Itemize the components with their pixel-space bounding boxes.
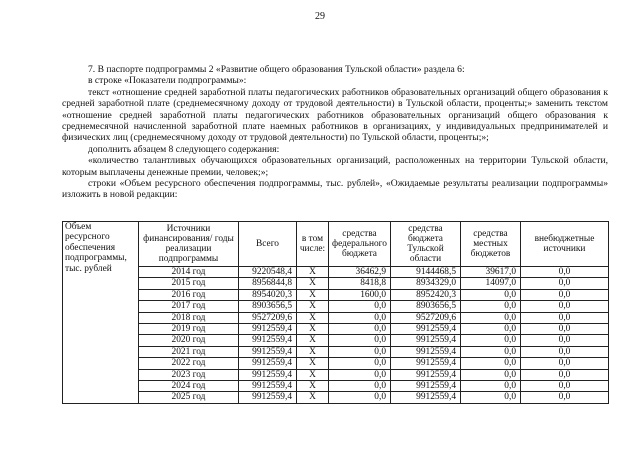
paragraph-new-edition: строки «Объем ресурсного обеспечения подпрограммы, тыс. рублей», «Ожидаемые результаты реализации подпрограммы» изложить в новой редакции:: [62, 178, 608, 201]
year-cell: 2014 год: [139, 267, 239, 278]
year-cell: 2018 год: [139, 312, 239, 323]
total-cell: 9912559,4: [239, 380, 297, 391]
regional-cell: 9912559,4: [391, 346, 461, 357]
header-offbudget: внебюджетные источники: [521, 222, 609, 267]
header-incl: в том числе:: [297, 222, 329, 267]
incl-cell: X: [297, 392, 329, 403]
year-cell: 2015 год: [139, 278, 239, 289]
header-federal: средства федерального бюджета: [329, 222, 391, 267]
regional-cell: 9912559,4: [391, 323, 461, 334]
federal-cell: 0,0: [329, 392, 391, 403]
table-row: [63, 278, 609, 289]
local-cell: 0,0: [461, 358, 521, 369]
local-cell: 39617,0: [461, 267, 521, 278]
total-cell: 8956844,8: [239, 278, 297, 289]
federal-cell: 0,0: [329, 369, 391, 380]
offbudget-cell: 0,0: [521, 312, 609, 323]
local-cell: 0,0: [461, 301, 521, 312]
regional-cell: 9912559,4: [391, 335, 461, 346]
regional-cell: 9912559,4: [391, 369, 461, 380]
federal-cell: 0,0: [329, 301, 391, 312]
total-cell: 9527209,6: [239, 312, 297, 323]
resource-volume-cell: Объем ресурсного обеспечения подпрограммы, тыс. рублей: [63, 222, 139, 404]
incl-cell: X: [297, 358, 329, 369]
year-cell: 2025 год: [139, 392, 239, 403]
regional-cell: 9912559,4: [391, 380, 461, 391]
header-regional: средства бюджета Тульской области: [391, 222, 461, 267]
year-cell: 2019 год: [139, 323, 239, 334]
local-cell: 0,0: [461, 392, 521, 403]
offbudget-cell: 0,0: [521, 289, 609, 300]
incl-cell: X: [297, 380, 329, 391]
table-row: [63, 323, 609, 334]
total-cell: 9912559,4: [239, 369, 297, 380]
incl-cell: X: [297, 267, 329, 278]
year-cell: 2017 год: [139, 301, 239, 312]
table-row: [63, 346, 609, 357]
year-cell: 2024 год: [139, 380, 239, 391]
offbudget-cell: 0,0: [521, 267, 609, 278]
header-local: средства местных бюджетов: [461, 222, 521, 267]
regional-cell: 9144468,5: [391, 267, 461, 278]
table-row: [63, 380, 609, 391]
year-cell: 2023 год: [139, 369, 239, 380]
funding-table: [62, 221, 609, 404]
local-cell: 0,0: [461, 289, 521, 300]
total-cell: 9912559,4: [239, 323, 297, 334]
header-source: Источники финансирования/ годы реализации подпрограммы: [139, 222, 239, 267]
offbudget-cell: 0,0: [521, 380, 609, 391]
offbudget-cell: 0,0: [521, 323, 609, 334]
paragraph-new-item-text: «количество талантливых обучающихся образовательных организаций, расположенных на территории Тульской области, которым выплачены денежные премии, человек;»;: [62, 155, 608, 178]
local-cell: 0,0: [461, 323, 521, 334]
offbudget-cell: 0,0: [521, 358, 609, 369]
year-cell: 2021 год: [139, 346, 239, 357]
total-cell: 9912559,4: [239, 358, 297, 369]
table-row: [63, 335, 609, 346]
table-row: [63, 369, 609, 380]
table-row: [63, 312, 609, 323]
incl-cell: X: [297, 278, 329, 289]
table-row: [63, 289, 609, 300]
total-cell: 9912559,4: [239, 392, 297, 403]
incl-cell: X: [297, 312, 329, 323]
table-row: [63, 267, 609, 278]
federal-cell: 0,0: [329, 380, 391, 391]
incl-cell: X: [297, 301, 329, 312]
offbudget-cell: 0,0: [521, 346, 609, 357]
federal-cell: 36462,9: [329, 267, 391, 278]
local-cell: 0,0: [461, 346, 521, 357]
regional-cell: 9527209,6: [391, 312, 461, 323]
regional-cell: 8903656,5: [391, 301, 461, 312]
paragraph-add-item: дополнить абзацем 8 следующего содержания:: [88, 143, 280, 155]
federal-cell: 0,0: [329, 323, 391, 334]
paragraph-item-7: 7. В паспорте подпрограммы 2 «Развитие общего образования Тульской области» раздела 6:: [88, 64, 465, 75]
incl-cell: X: [297, 335, 329, 346]
year-cell: 2022 год: [139, 358, 239, 369]
header-total: Всего: [239, 222, 297, 267]
offbudget-cell: 0,0: [521, 369, 609, 380]
total-cell: 8903656,5: [239, 301, 297, 312]
regional-cell: 8952420,3: [391, 289, 461, 300]
offbudget-cell: 0,0: [521, 335, 609, 346]
regional-cell: 8934329,0: [391, 278, 461, 289]
total-cell: 9220548,4: [239, 267, 297, 278]
year-cell: 2016 год: [139, 289, 239, 300]
paragraph-replace-text: текст «отношение средней заработной платы педагогических работников образовательных организаций общего образования к средней заработной плате (среднемесячному доходу от трудовой деятельности) в Тульской области, проценты;» заменить текстом «отношение средней заработной платы педагогических работников образовательных организаций общего образования к среднемесячной начисленной заработной плате наемных работников в организациях, у индивидуальных предпринимателей и физических лиц (среднемесячному доходу от трудовой деятельности) по Тульской области, проценты;»;: [62, 86, 608, 144]
local-cell: 0,0: [461, 369, 521, 380]
paragraph-indicators-row: в строке «Показатели подпрограммы»:: [88, 75, 247, 87]
offbudget-cell: 0,0: [521, 392, 609, 403]
local-cell: 0,0: [461, 380, 521, 391]
federal-cell: 0,0: [329, 346, 391, 357]
incl-cell: X: [297, 289, 329, 300]
federal-cell: 0,0: [329, 335, 391, 346]
federal-cell: 1600,0: [329, 289, 391, 300]
regional-cell: 9912559,4: [391, 358, 461, 369]
table-header-row: [63, 222, 609, 267]
offbudget-cell: 0,0: [521, 278, 609, 289]
document-body: [62, 64, 608, 201]
year-cell: 2020 год: [139, 335, 239, 346]
federal-cell: 0,0: [329, 312, 391, 323]
local-cell: 0,0: [461, 312, 521, 323]
federal-cell: 0,0: [329, 358, 391, 369]
federal-cell: 8418,8: [329, 278, 391, 289]
table-row: [63, 301, 609, 312]
local-cell: 0,0: [461, 335, 521, 346]
incl-cell: X: [297, 369, 329, 380]
total-cell: 8954020,3: [239, 289, 297, 300]
page-number: 29: [315, 11, 325, 22]
local-cell: 14097,0: [461, 278, 521, 289]
total-cell: 9912559,4: [239, 335, 297, 346]
offbudget-cell: 0,0: [521, 301, 609, 312]
incl-cell: X: [297, 323, 329, 334]
regional-cell: 9912559,4: [391, 392, 461, 403]
table-row: [63, 358, 609, 369]
total-cell: 9912559,4: [239, 346, 297, 357]
incl-cell: X: [297, 346, 329, 357]
table-row: [63, 392, 609, 403]
